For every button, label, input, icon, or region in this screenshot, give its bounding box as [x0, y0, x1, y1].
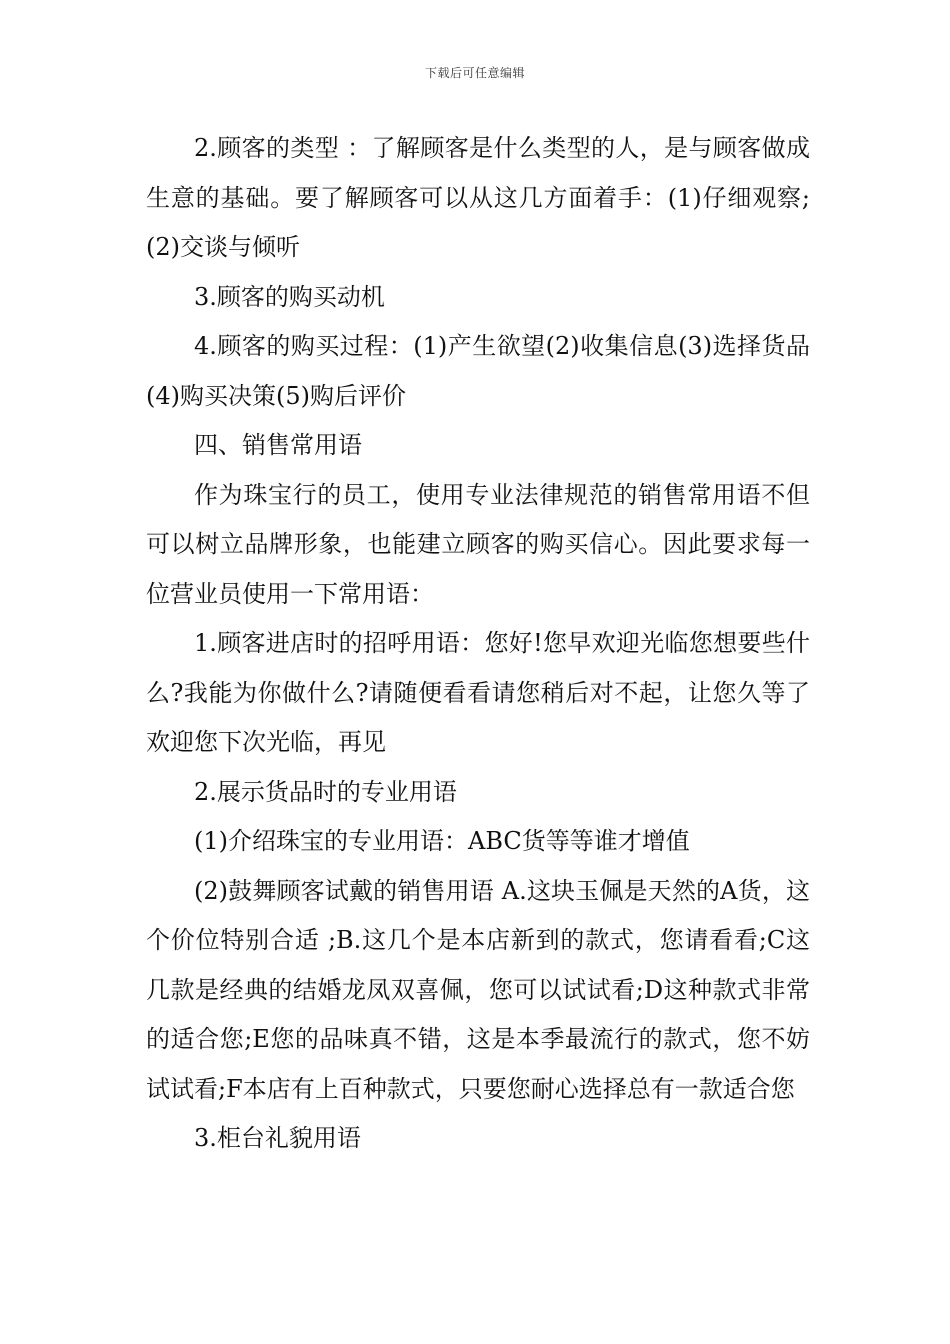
paragraph-purchase-motive: 3.顾客的购买动机: [194, 282, 385, 311]
page-header: 下载后可任意编辑: [424, 66, 525, 80]
paragraph-counter-courtesy: 3.柜台礼貌用语: [194, 1124, 361, 1152]
paragraph-customer-types: 2.顾客的类型 ：了解顾客是什么类型的人，是与顾客做成生意的基础。要了解顾客可以从这几方面着手：(1)仔细观察; (2)交谈与倾听: [146, 134, 810, 261]
paragraph-sales-phrases-intro: 作为珠宝行的员工，使用专业法律规范的销售常用语不但可以树立品牌形象，也能建立顾客的购买信心。因此要求每一位营业员使用一下常用语：: [146, 480, 810, 608]
paragraph-purchase-process: 4.顾客的购买过程：(1)产生欲望(2)收集信息(3)选择货品(4)购买决策(5)购后评价: [146, 332, 810, 410]
document-body: [146, 124, 810, 1164]
paragraph-greeting-phrases: 1.顾客进店时的招呼用语：您好!您早欢迎光临您想要些什么?我能为你做什么?请随便看看请您稍后对不起，让您久等了欢迎您下次光临，再见: [146, 629, 810, 756]
section-heading-sales-phrases: 四、销售常用语: [194, 431, 362, 459]
paragraph-try-on-phrases: (2)鼓舞顾客试戴的销售用语 A.这块玉佩是天然的A货，这个价位特别合适 ;B.这几个是本店新到的款式，您请看看;C这几款是经典的结婚龙凤双喜佩，您可以试试看;D这种款式非常的适合您;E您的品味真不错，这是本季最流行的款式，您不妨试试看;F本店有上百种款式，只要您耐心选择总有一款适合您: [146, 876, 810, 1103]
paragraph-display-phrases: 2.展示货品时的专业用语: [194, 777, 457, 806]
paragraph-jewelry-terms: (1)介绍珠宝的专业用语：ABC货等等谁才增值: [194, 827, 690, 855]
